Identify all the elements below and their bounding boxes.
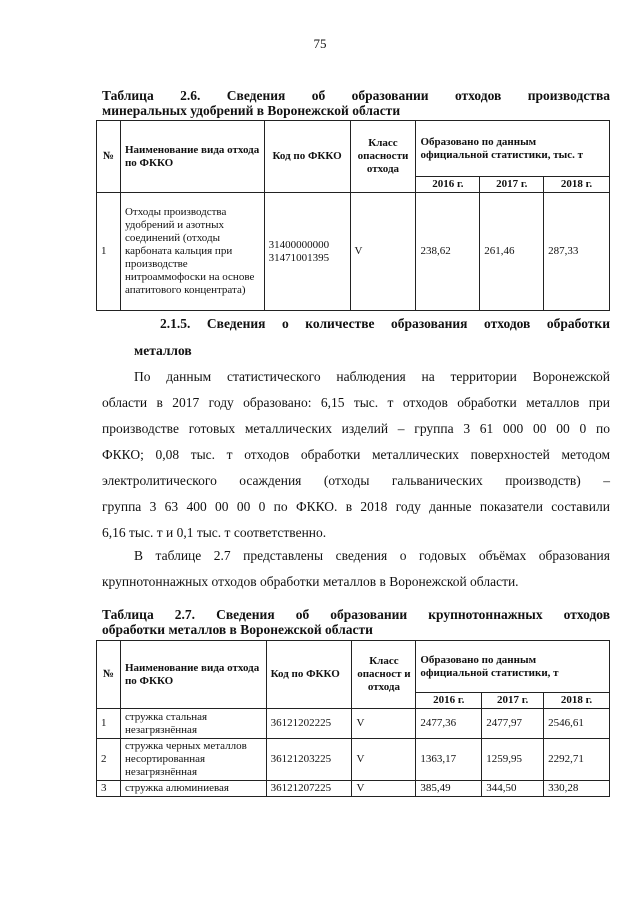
table1-header-2016: 2016 г.	[416, 177, 480, 193]
table1-caption-line1: Таблица 2.6. Сведения об образовании отходов производства	[102, 88, 610, 103]
table1-row1-2018: 287,33	[544, 193, 610, 311]
table2-row1-2016: 2477,36	[416, 709, 482, 739]
table2-header-num: №	[97, 641, 121, 709]
table2-row1-code: 36121202225	[266, 709, 352, 739]
table-row	[97, 739, 610, 781]
paragraph-1-line: группа 3 63 400 00 00 0 по ФККО. в 2018 году данные показатели составили	[102, 499, 610, 514]
table2-header-class: Класс опасност и отхода	[352, 641, 416, 709]
paragraph-1	[102, 364, 610, 546]
table2-row1-name: стружка стальная незагрязнённая	[120, 709, 266, 739]
table2-row3-code: 36121207225	[266, 781, 352, 797]
paragraph-1-line: ФККО; 0,08 тыс. т отходов обработки металлических поверхностей методом	[102, 447, 610, 462]
paragraph-1-line: 6,16 тыс. т и 0,1 тыс. т соответственно.	[102, 525, 327, 540]
table2-header-2018: 2018 г.	[544, 693, 610, 709]
table2-header-row	[97, 641, 610, 693]
paragraph-1-line: области в 2017 году образовано: 6,15 тыс. т отходов обработки металлов при	[102, 395, 610, 410]
table-row	[97, 709, 610, 739]
table2-header-name: Наименование вида отхода по ФККО	[120, 641, 266, 709]
table2-caption-line2: обработки металлов в Воронежской области	[102, 622, 373, 637]
table2-row3-num: 3	[97, 781, 121, 797]
table1-header-formed: Образовано по данным официальной статистики, тыс. т	[416, 121, 610, 177]
table2-header-formed: Образовано по данным официальной статистики, т	[416, 641, 610, 693]
table1-header-num: №	[97, 121, 121, 193]
table1-row1-num: 1	[97, 193, 121, 311]
paragraph-2-line: крупнотоннажных отходов обработки металлов в Воронежской области.	[102, 574, 519, 589]
paragraph-1-line: По данным статистического наблюдения на территории Воронежской	[134, 369, 610, 384]
table1-caption	[102, 88, 610, 118]
table2	[96, 640, 610, 797]
paragraph-2-line: В таблице 2.7 представлены сведения о годовых объёмах образования	[134, 548, 610, 563]
table2-row1-num: 1	[97, 709, 121, 739]
paragraph-1-line: производстве готовых металлических изделий – группа 3 61 000 00 00 0 по	[102, 421, 610, 436]
table2-caption	[102, 607, 610, 637]
table1-row1-name: Отходы производства удобрений и азотных соединений (отходы карбоната кальция при производстве нитроаммофоски на основе апатитового концентрата)	[120, 193, 264, 311]
table-row	[97, 193, 610, 311]
table1-row1-2016: 238,62	[416, 193, 480, 311]
table2-row3-name: стружка алюминиевая	[120, 781, 266, 797]
table1-row1-code: 31400000000 31471001395	[264, 193, 350, 311]
table1	[96, 120, 610, 311]
table2-row2-class: V	[352, 739, 416, 781]
table1-header-row	[97, 121, 610, 177]
table2-row2-2017: 1259,95	[482, 739, 544, 781]
table2-header-code: Код по ФККО	[266, 641, 352, 709]
table2-row2-code: 36121203225	[266, 739, 352, 781]
table2-header-2016: 2016 г.	[416, 693, 482, 709]
table2-row1-2017: 2477,97	[482, 709, 544, 739]
table2-row3-2018: 330,28	[544, 781, 610, 797]
table2-row2-2016: 1363,17	[416, 739, 482, 781]
table2-row1-class: V	[352, 709, 416, 739]
table1-header-2018: 2018 г.	[544, 177, 610, 193]
paragraph-1-line: электролитического осаждения (отходы гальванических производств) –	[102, 473, 610, 488]
table2-row2-2018: 2292,71	[544, 739, 610, 781]
table-row	[97, 781, 610, 797]
table2-header-2017: 2017 г.	[482, 693, 544, 709]
table1-row1-class: V	[350, 193, 416, 311]
table1-caption-line2: минеральных удобрений в Воронежской области	[102, 103, 401, 118]
table2-row3-class: V	[352, 781, 416, 797]
page-number: 75	[313, 36, 327, 51]
table2-row1-2018: 2546,61	[544, 709, 610, 739]
table1-header-class: Класс опасности отхода	[350, 121, 416, 193]
table2-row2-name: стружка черных металлов несортированная незагрязнённая	[120, 739, 266, 781]
section-heading-line2: металлов	[134, 343, 192, 358]
table1-header-2017: 2017 г.	[480, 177, 544, 193]
table2-row2-num: 2	[97, 739, 121, 781]
table1-header-code: Код по ФККО	[264, 121, 350, 193]
table1-row1-2017: 261,46	[480, 193, 544, 311]
table2-row3-2017: 344,50	[482, 781, 544, 797]
table2-caption-line1: Таблица 2.7. Сведения об образовании крупнотоннажных отходов	[102, 607, 610, 622]
paragraph-2	[102, 543, 610, 595]
table1-header-name: Наименование вида отхода по ФККО	[120, 121, 264, 193]
section-heading-line1: 2.1.5. Сведения о количестве образования отходов обработки	[160, 316, 610, 331]
table2-row3-2016: 385,49	[416, 781, 482, 797]
